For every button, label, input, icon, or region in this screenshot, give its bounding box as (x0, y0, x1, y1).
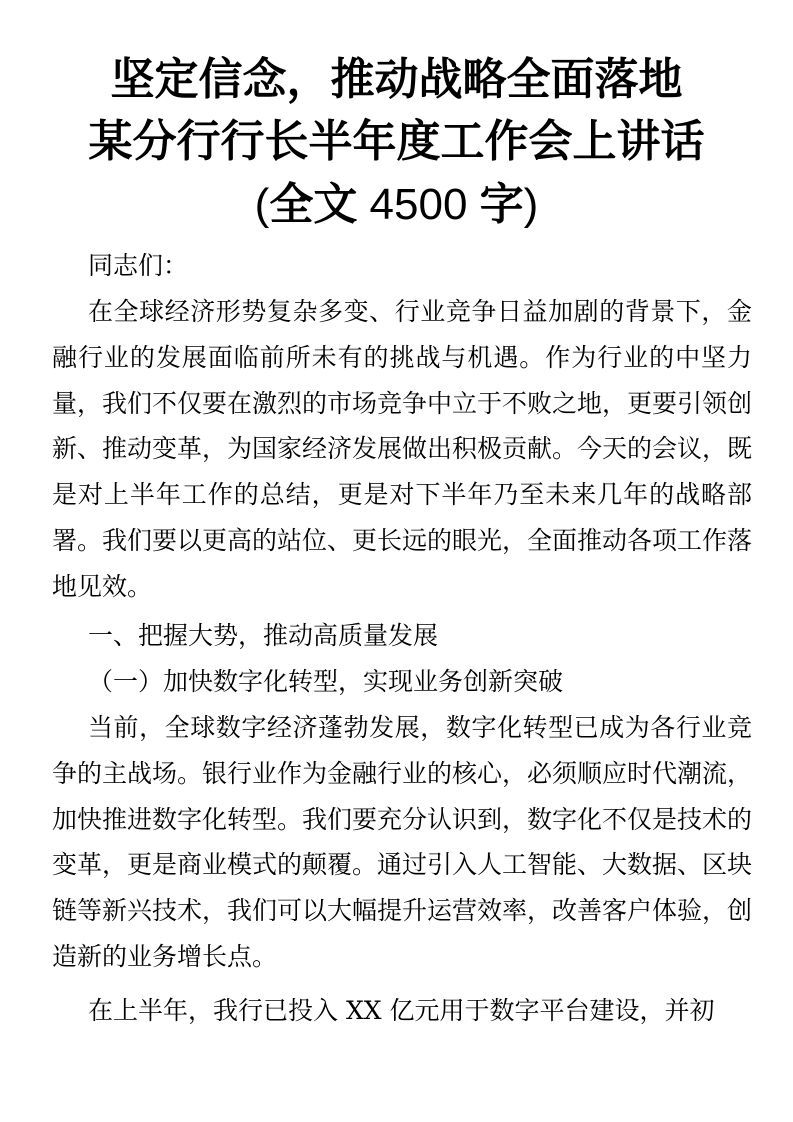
paragraph-first-half-investment: 在上半年，我行已投入 XX 亿元用于数字平台建设，并初 (88, 996, 715, 1025)
title-paren-close: ) (523, 180, 539, 229)
paragraph-digital-transformation: 当前，全球数字经济蓬勃发展，数字化转型已成为各行业竞争的主战场。银行业作为金融行业的核心，必须顺应时代潮流，加快推进数字化转型。我们要充分认识到，数字化不仅是技术的变革，更是商业模式的颠覆。通过引入人工智能、大数据、区块链等新兴技术，我们可以大幅提升运营效率，改善客户体验，创造新的业务增长点。 (52, 713, 753, 971)
paragraph-intro: 在全球经济形势复杂多变、行业竞争日益加剧的背景下，金融行业的发展面临前所未有的挑战与机遇。作为行业的中坚力量，我们不仅要在激烈的市场竞争中立于不败之地，更要引领创新、推动变革，为国家经济发展做出积极贡献。今天的会议，既是对上半年工作的总结，更是对下半年乃至未来几年的战略部署。我们要以更高的站位、更长远的眼光，全面推动各项工作落地见效。 (52, 297, 753, 601)
title-word-count: 4500 (357, 180, 480, 229)
document-title-line-1: 坚定信念，推动战略全面落地 (110, 54, 683, 105)
section-heading-1: 一、把握大势，推动高质量发展 (88, 621, 439, 650)
title-word-quanwen: 全文 (269, 179, 358, 230)
document-title-line-2: 某分行行长半年度工作会上讲话 (88, 116, 705, 167)
greeting: 同志们： (88, 251, 189, 280)
subsection-heading-1: （一）加快数字化转型，实现业务创新突破 (88, 667, 564, 696)
title-word-zi: 字 (479, 179, 524, 230)
document-title-line-3 (0, 175, 793, 235)
title-paren-open: ( (254, 180, 270, 229)
